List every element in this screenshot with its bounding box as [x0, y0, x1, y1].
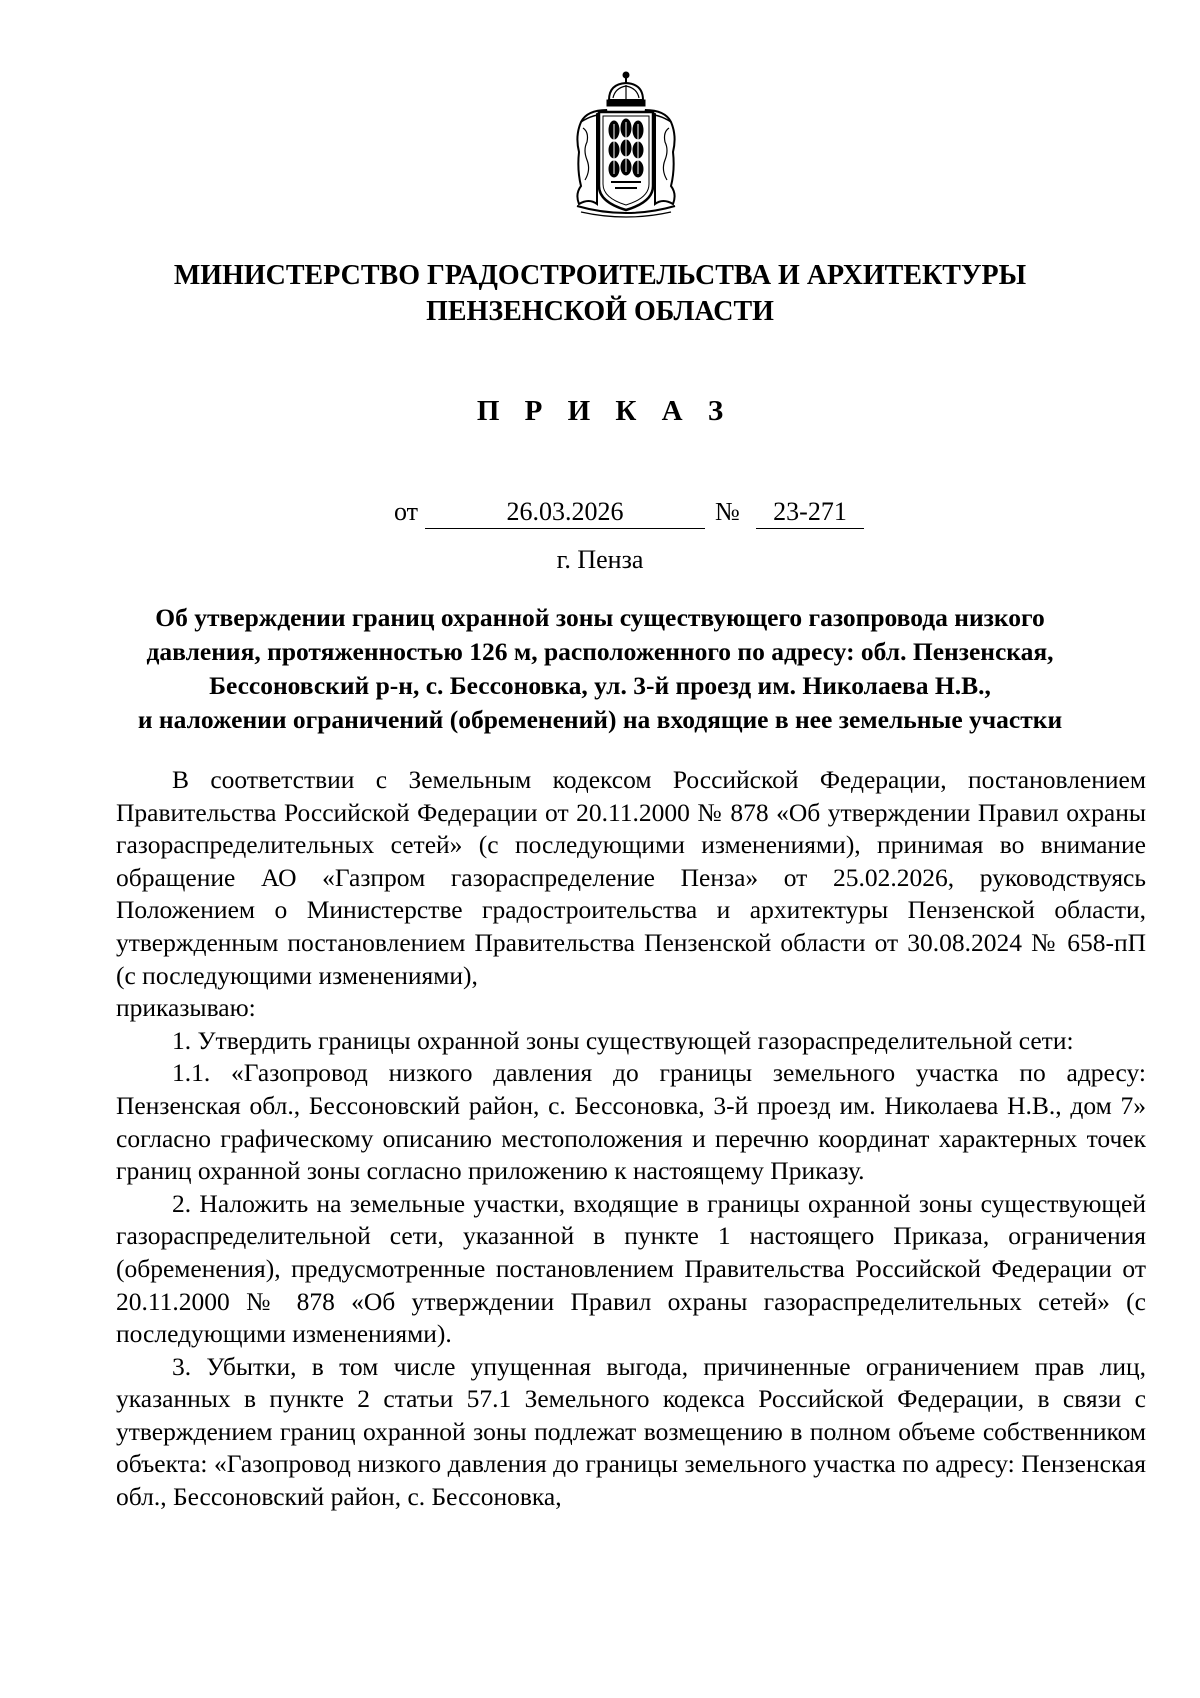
order-subject-line4: и наложении ограничений (обременений) на входящие в нее земельные участки — [137, 705, 1063, 734]
date-from-label: от — [394, 497, 419, 526]
order-date-number-line — [0, 497, 1200, 529]
order-title: П Р И К А З — [476, 395, 733, 427]
order-date: 26.03.2026 — [425, 497, 705, 529]
item-2-paragraph: 2. Наложить на земельные участки, входящие в границы охранной зоны существующей газораспределительной сети, указанной в пункте 1 настоящего Приказа, ограничения (обременения), предусмотренные постановлением Правительства Российской Федерации от 20.11.2000 № 878 «Об утверждении Правил охраны газораспределительных сетей» (с последующими изменениями). — [116, 1188, 1146, 1349]
order-city: г. Пенза — [556, 545, 644, 574]
order-subject — [110, 601, 1090, 737]
coat-of-arms-icon — [567, 70, 685, 220]
item-1-paragraph: 1. Утвердить границы охранной зоны существующей газораспределительной сети: — [172, 1025, 1074, 1055]
ministry-name — [0, 258, 1200, 330]
order-body — [116, 764, 1146, 1514]
item-1-1-paragraph: 1.1. «Газопровод низкого давления до границы земельного участка по адресу: Пензенская обл., Бессоновский район, с. Бессоновка, 3-й проезд им. Николаева Н.В., дом 7» согласно графическому описанию местоположения и перечню координат характерных точек границ охранной зоны согласно приложению к настоящему Приказу. — [116, 1058, 1146, 1186]
ministry-name-line1: МИНИСТЕРСТВО ГРАДОСТРОИТЕЛЬСТВА И АРХИТЕКТУРЫ — [173, 260, 1027, 291]
order-subject-line2: давления, протяженностью 126 м, расположенного по адресу: обл. Пензенская, — [146, 637, 1054, 666]
ministry-name-line2: ПЕНЗЕНСКОЙ ОБЛАСТИ — [426, 296, 774, 327]
preamble-paragraph: В соответствии с Земельным кодексом Российской Федерации, постановлением Правительства Российской Федерации от 20.11.2000 № 878 «Об утверждении Правил охраны газораспределительных сетей» (с последующими изменениями), принимая во внимание обращение АО «Газпром газораспределение Пенза» от 25.02.2026, руководствуясь Положением о Министерстве градостроительства и архитектуры Пензенской области, утвержденным постановлением Правительства Пензенской области от 30.08.2024 № 658-пП (с последующими изменениями), — [116, 765, 1146, 990]
number-label: № — [715, 497, 740, 526]
item-3-paragraph: 3. Убытки, в том числе упущенная выгода, причиненные ограничением прав лиц, указанных в пункте 2 статьи 57.1 Земельного кодекса Российской Федерации, в связи с утверждением границ охранной зоны подлежат возмещению в полном объеме собственником объекта: «Газопровод низкого давления до границы земельного участка по адресу: Пензенская обл., Бессоновский район, с. Бессоновка, — [116, 1351, 1146, 1512]
order-number: 23-271 — [756, 497, 864, 529]
order-word-paragraph: приказываю: — [116, 993, 256, 1023]
order-subject-line3: Бессоновский р-н, с. Бессоновка, ул. 3-й проезд им. Николаева Н.В., — [209, 671, 991, 700]
order-subject-line1: Об утверждении границ охранной зоны существующего газопровода низкого — [155, 603, 1045, 632]
